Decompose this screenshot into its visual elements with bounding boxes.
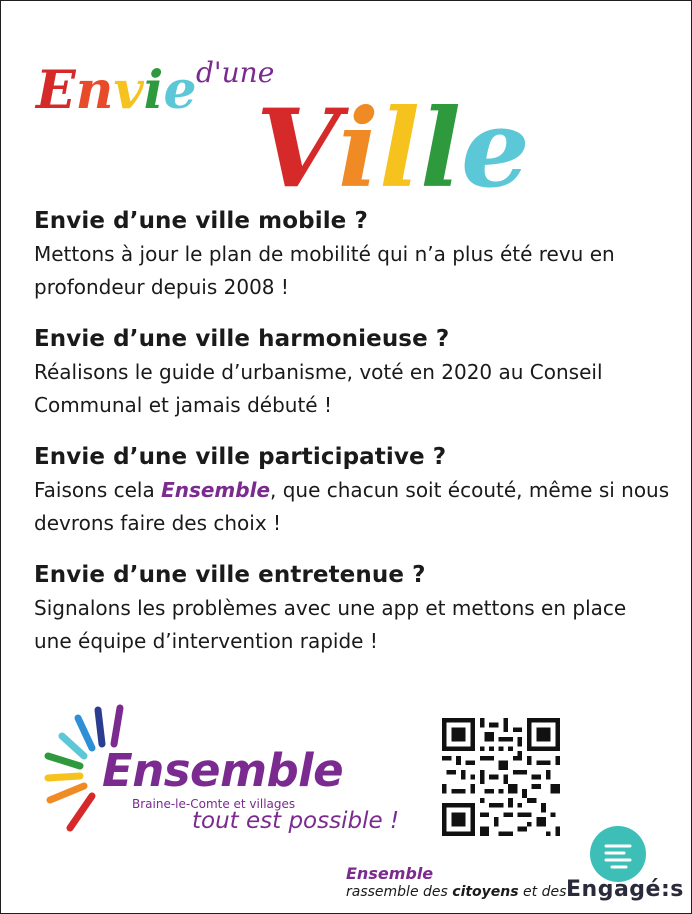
ensemble-logo <box>40 704 420 844</box>
footer-line-a: rassemble des <box>346 884 453 900</box>
engages-badge-glyph <box>590 826 646 882</box>
section-body <box>34 474 670 540</box>
section-title: Envie d’une ville mobile ? <box>34 208 368 234</box>
section-participative <box>34 442 670 540</box>
section-body: Réalisons le guide d’urbanisme, voté en 2020 au Conseil Communal et jamais débuté ! <box>34 360 603 417</box>
section-body-pre: Faisons cela <box>34 478 162 502</box>
hero-title <box>36 48 530 212</box>
section-body-post: , que chacun soit écouté, même si nous devrons faire des choix ! <box>34 478 670 535</box>
section-title: Envie d’une ville participative ? <box>34 444 447 470</box>
section-body: Signalons les problèmes avec une app et mettons en place une équipe d’intervention rapide ! <box>34 596 627 653</box>
section-title: Envie d’une ville harmonieuse ? <box>34 326 450 352</box>
logo-name: Ensemble <box>102 744 344 797</box>
section-entretenue <box>34 560 670 658</box>
qr-code-icon[interactable] <box>442 718 560 836</box>
qr-code-graphic <box>442 718 560 836</box>
footer-line-c: et des <box>518 884 567 900</box>
sections <box>34 206 670 678</box>
footer-line-b: citoyens <box>452 884 519 900</box>
hero-dune: d'une <box>196 56 275 89</box>
engages-wordmark: Engagé:s <box>566 877 684 902</box>
brand-inline: Ensemble <box>161 478 271 502</box>
section-title: Envie d’une ville entretenue ? <box>34 562 426 588</box>
section-harmonieuse <box>34 324 670 422</box>
logo-subtitle: Braine-le-Comte et villages <box>132 797 296 811</box>
hero-ville: Ville <box>256 86 530 212</box>
hero-envie: Envie <box>36 60 197 121</box>
hero-title-art <box>36 48 530 212</box>
footer-tagline <box>346 884 566 900</box>
logo-tagline: tout est possible ! <box>192 808 400 834</box>
footer-brand: Ensemble <box>346 864 434 883</box>
engages-badge-icon <box>590 826 646 882</box>
section-mobile <box>34 206 670 304</box>
section-body: Mettons à jour le plan de mobilité qui n’a plus été revu en profondeur depuis 2008 ! <box>34 242 615 299</box>
